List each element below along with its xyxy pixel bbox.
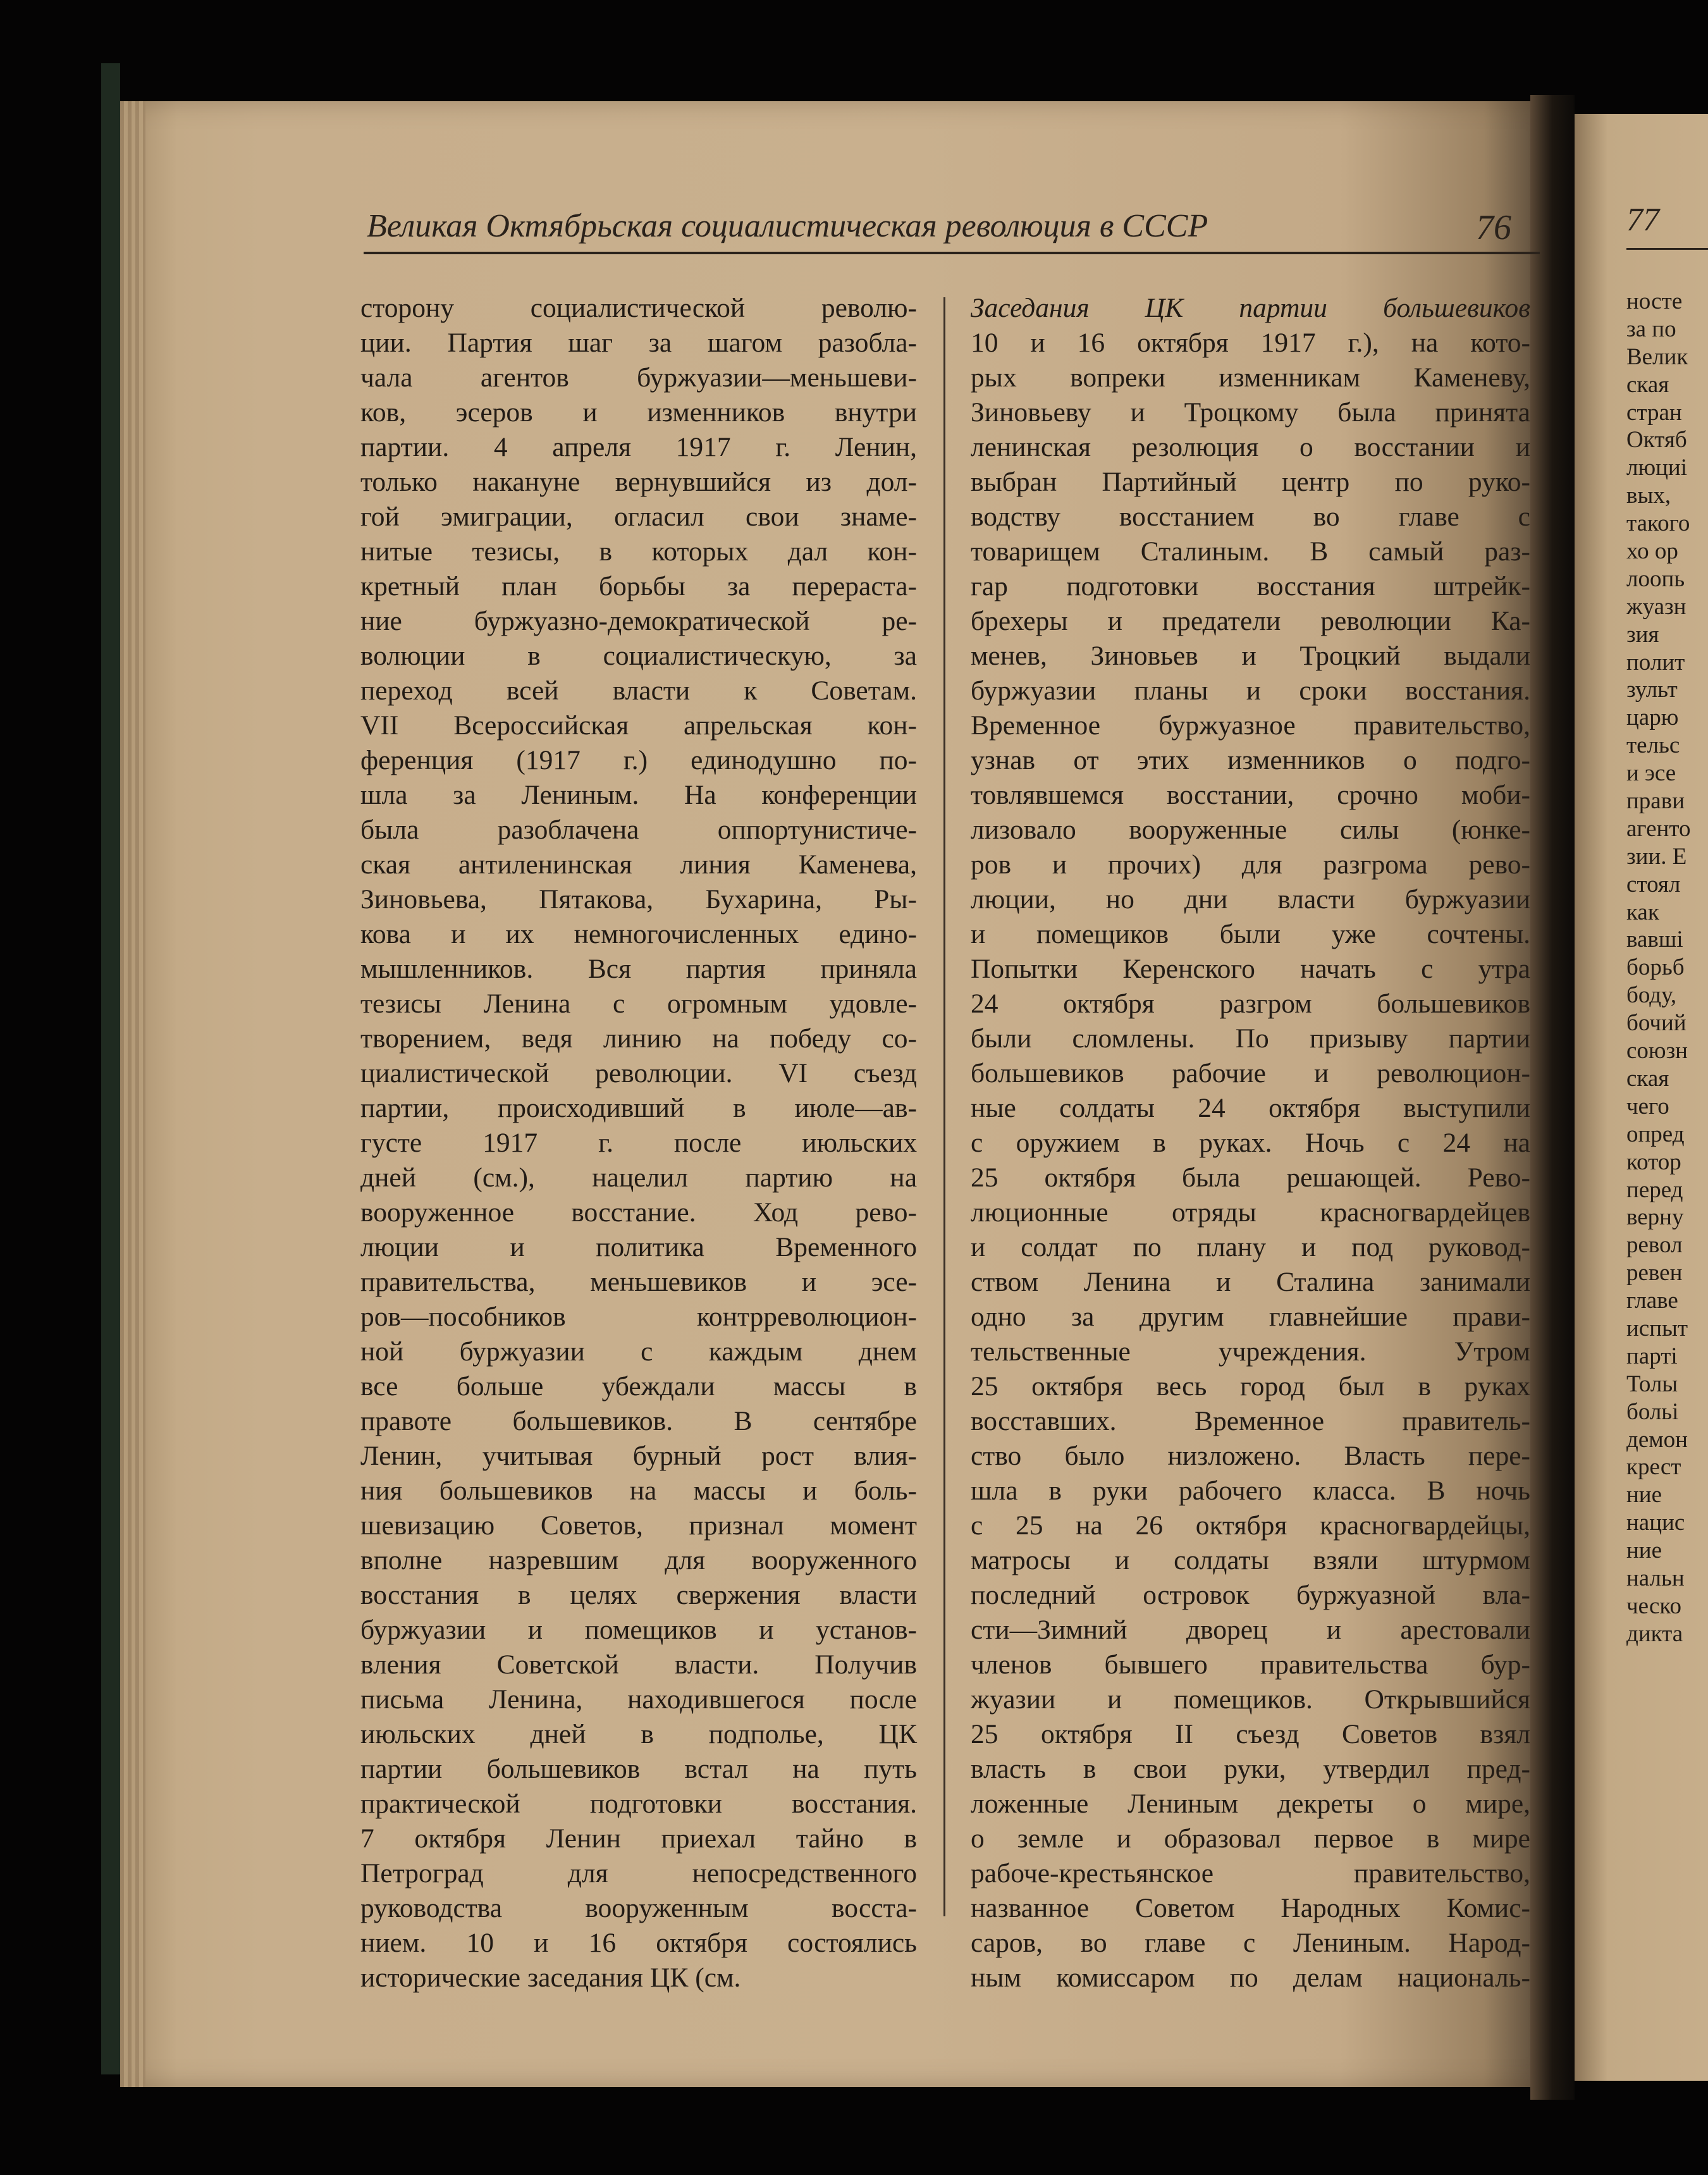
- right-page-number: 77: [1626, 202, 1659, 238]
- text-line: восставших. Временное правитель-: [971, 1406, 1530, 1436]
- text-line: товлявшемся восстании, срочно моби-: [971, 780, 1530, 810]
- text-line: исторические заседания ЦК (см.: [360, 1962, 741, 1993]
- page-number: 76: [1476, 208, 1511, 247]
- text-line: партии большевиков встал на путь: [360, 1754, 917, 1784]
- text-line: циалистической революции. VI съезд: [360, 1058, 917, 1088]
- column-divider: [943, 297, 945, 1916]
- text-line: тельственные учреждения. Утром: [971, 1336, 1530, 1367]
- text-line: ной буржуазии с каждым днем: [360, 1336, 917, 1367]
- text-line: Толы: [1626, 1371, 1678, 1397]
- text-line: правительства, меньшевиков и эсе-: [360, 1267, 917, 1297]
- text-line: ния большевиков на массы и боль-: [360, 1476, 917, 1506]
- text-line: узнав от этих изменников о подго-: [971, 745, 1530, 775]
- text-line: ская: [1626, 371, 1669, 398]
- text-line: водству восстанием во главе с: [971, 502, 1530, 532]
- text-line: 25 октября была решающей. Рево-: [971, 1162, 1530, 1193]
- text-line: лизовало вооруженные силы (юнке-: [971, 815, 1530, 845]
- text-line: густе 1917 г. после июльских: [360, 1128, 917, 1158]
- text-line: такого: [1626, 510, 1690, 537]
- text-line: последний островок буржуазной вла-: [971, 1580, 1530, 1610]
- text-line: выбран Партийный центр по руко-: [971, 467, 1530, 497]
- text-line: вления Советской власти. Получив: [360, 1649, 917, 1680]
- text-line: ние: [1626, 1537, 1662, 1564]
- text-line: письма Ленина, находившегося после: [360, 1684, 917, 1715]
- text-line: ным комиссаром по делам националь-: [971, 1962, 1530, 1993]
- book-cover-edge: [101, 63, 120, 2074]
- text-line: ство было низложено. Власть пере-: [971, 1441, 1530, 1471]
- text-line: Попытки Керенского начать с утра: [971, 954, 1530, 984]
- text-line: вых,: [1626, 483, 1671, 509]
- text-line: с 25 на 26 октября красногвардейцы,: [971, 1510, 1530, 1541]
- text-line: ние: [1626, 1482, 1662, 1508]
- text-line: вавші: [1626, 927, 1683, 953]
- text-line: люциі: [1626, 455, 1687, 481]
- text-line: творением, ведя линию на победу со-: [360, 1023, 917, 1054]
- text-line: Заседания ЦК партии большевиков: [971, 293, 1530, 323]
- text-line: тельс: [1626, 732, 1680, 759]
- text-line: крест: [1626, 1454, 1681, 1481]
- text-line: ленинская резолюция о восстании и: [971, 432, 1530, 462]
- text-line: верну: [1626, 1204, 1684, 1231]
- text-line: нальн: [1626, 1565, 1685, 1591]
- text-line: кова и их немногочисленных едино-: [360, 919, 917, 949]
- text-line: саров, во главе с Лениным. Народ-: [971, 1928, 1530, 1958]
- text-line: товарищем Сталиным. В самый раз-: [971, 536, 1530, 567]
- text-line: зульт: [1626, 677, 1678, 703]
- text-line: кретный план борьбы за перераста-: [360, 571, 917, 601]
- text-line: борьб: [1626, 954, 1685, 981]
- text-line: ревен: [1626, 1260, 1683, 1286]
- right-text-column: [971, 291, 1530, 1995]
- text-line: демон: [1626, 1426, 1688, 1453]
- text-line: июльских дней в подполье, ЦК: [360, 1719, 917, 1749]
- text-line: сти—Зимний дворец и арестовали: [971, 1615, 1530, 1645]
- text-line: и солдат по плану и под руковод-: [971, 1232, 1530, 1262]
- text-line: власть в свои руки, утвердил пред-: [971, 1754, 1530, 1784]
- text-line: стран: [1626, 399, 1682, 426]
- text-line: лоопь: [1626, 565, 1685, 592]
- text-line: 25 октября весь город был в руках: [971, 1371, 1530, 1402]
- text-line: больі: [1626, 1398, 1679, 1425]
- text-line: 10 и 16 октября 1917 г.), на кото-: [971, 328, 1530, 358]
- text-line: союзн: [1626, 1038, 1688, 1064]
- text-line: Временное буржуазное правительство,: [971, 710, 1530, 741]
- text-line: нием. 10 и 16 октября состоялись: [360, 1928, 917, 1958]
- text-line: перед: [1626, 1176, 1683, 1203]
- text-line: носте: [1626, 288, 1683, 314]
- text-line: шевизацию Советов, признал момент: [360, 1510, 917, 1541]
- text-line: ская: [1626, 1065, 1669, 1092]
- text-line: названное Советом Народных Комис-: [971, 1893, 1530, 1923]
- text-line: 25 октября II съезд Советов взял: [971, 1719, 1530, 1749]
- text-line: зии. Е: [1626, 843, 1687, 870]
- text-line: люции, но дни власти буржуазии: [971, 884, 1530, 915]
- text-line: парті: [1626, 1343, 1678, 1369]
- text-line: хо ор: [1626, 538, 1678, 565]
- text-line: люции и политика Временного: [360, 1232, 917, 1262]
- text-line: руководства вооруженным восста-: [360, 1893, 917, 1923]
- text-line: жуазии и помещиков. Открывшийся: [971, 1684, 1530, 1715]
- text-line: 7 октября Ленин приехал тайно в: [360, 1823, 917, 1854]
- text-line: котор: [1626, 1149, 1681, 1175]
- text-line: партии. 4 апреля 1917 г. Ленин,: [360, 432, 917, 462]
- text-line: царю: [1626, 705, 1679, 731]
- text-line: за по: [1626, 316, 1676, 342]
- text-line: матросы и солдаты взяли штурмом: [971, 1545, 1530, 1575]
- text-line: и эсе: [1626, 760, 1676, 787]
- text-line: мышленников. Вся партия приняла: [360, 954, 917, 984]
- text-line: буржуазии планы и сроки восстания.: [971, 675, 1530, 706]
- running-title: Великая Октябрьская социалистическая революция в СССР: [367, 208, 1208, 244]
- text-line: люционные отряды красногвардейцев: [971, 1197, 1530, 1228]
- page-edges: [120, 101, 145, 2087]
- text-line: револ: [1626, 1232, 1683, 1259]
- text-line: дикта: [1626, 1620, 1683, 1647]
- text-line: сторону социалистической револю-: [360, 293, 917, 323]
- text-line: практической подготовки восстания.: [360, 1789, 917, 1819]
- text-line: одно за другим главнейшие прави-: [971, 1302, 1530, 1332]
- text-line: шла за Лениным. На конференции: [360, 780, 917, 810]
- text-line: 24 октября разгром большевиков: [971, 989, 1530, 1019]
- text-line: и помещиков были уже сочтены.: [971, 919, 1530, 949]
- text-line: были сломлены. По призыву партии: [971, 1023, 1530, 1054]
- right-page-text-fragment: [1626, 288, 1708, 1648]
- book-gutter: [1530, 95, 1575, 2100]
- text-line: Петроград для непосредственного: [360, 1858, 917, 1888]
- text-line: тезисы Ленина с огромным удовле-: [360, 989, 917, 1019]
- text-line: чала агентов буржуазии—меньшеви-: [360, 362, 917, 393]
- text-line: волюции в социалистическую, за: [360, 641, 917, 671]
- text-line: агенто: [1626, 815, 1691, 842]
- text-line: правоте большевиков. В сентябре: [360, 1406, 917, 1436]
- text-line: буржуазии и помещиков и установ-: [360, 1615, 917, 1645]
- text-line: Велик: [1626, 343, 1688, 370]
- text-line: бочий: [1626, 1010, 1686, 1037]
- text-line: вполне назревшим для вооруженного: [360, 1545, 917, 1575]
- text-line: Ленин, учитывая бурный рост влия-: [360, 1441, 917, 1471]
- text-line: нитые тезисы, в которых дал кон-: [360, 536, 917, 567]
- text-line: главе: [1626, 1288, 1678, 1314]
- text-line: о земле и образовал первое в мире: [971, 1823, 1530, 1854]
- text-line: зия: [1626, 621, 1659, 648]
- text-line: переход всей власти к Советам.: [360, 675, 917, 706]
- text-line: ференция (1917 г.) единодушно по-: [360, 745, 917, 775]
- text-line: VII Всероссийская апрельская кон-: [360, 710, 917, 741]
- text-line: ные солдаты 24 октября выступили: [971, 1093, 1530, 1123]
- text-line: ков, эсеров и изменников внутри: [360, 397, 917, 428]
- text-line: ская антиленинская линия Каменева,: [360, 849, 917, 880]
- text-line: ложенные Лениным декреты о мире,: [971, 1789, 1530, 1819]
- text-line: все больше убеждали массы в: [360, 1371, 917, 1402]
- text-line: ции. Партия шаг за шагом разобла-: [360, 328, 917, 358]
- left-text-column: [360, 291, 917, 1995]
- text-line: менев, Зиновьев и Троцкий выдали: [971, 641, 1530, 671]
- text-line: чего: [1626, 1093, 1669, 1119]
- text-line: Октяб: [1626, 427, 1687, 453]
- text-line: ством Ленина и Сталина занимали: [971, 1267, 1530, 1297]
- text-line: брехеры и предатели революции Ка-: [971, 606, 1530, 636]
- text-line: членов бывшего правительства бур-: [971, 1649, 1530, 1680]
- text-line: Зиновьеву и Троцкому была принята: [971, 397, 1530, 428]
- text-line: гой эмиграции, огласил свои знаме-: [360, 502, 917, 532]
- text-line: как: [1626, 899, 1659, 925]
- text-line: нацис: [1626, 1510, 1685, 1536]
- text-line: боду,: [1626, 982, 1677, 1009]
- text-line: большевиков рабочие и революцион-: [971, 1058, 1530, 1088]
- text-line: вооруженное восстание. Ход рево-: [360, 1197, 917, 1228]
- text-line: ров и прочих) для разгрома рево-: [971, 849, 1530, 880]
- text-line: гар подготовки восстания штрейк-: [971, 571, 1530, 601]
- text-line: жуазн: [1626, 593, 1686, 620]
- text-line: только накануне вернувшийся из дол-: [360, 467, 917, 497]
- text-line: восстания в целях свержения власти: [360, 1580, 917, 1610]
- text-line: ров—пособников контрреволюцион-: [360, 1302, 917, 1332]
- text-line: рых вопреки изменникам Каменеву,: [971, 362, 1530, 393]
- header-rule: [364, 252, 1540, 254]
- right-header-rule: [1626, 248, 1708, 250]
- text-line: ние буржуазно-демократической ре-: [360, 606, 917, 636]
- text-line: полит: [1626, 649, 1685, 675]
- text-line: с оружием в руках. Ночь с 24 на: [971, 1128, 1530, 1158]
- text-line: ческо: [1626, 1593, 1681, 1619]
- text-line: партии, происходивший в июле—ав-: [360, 1093, 917, 1123]
- text-line: прави: [1626, 788, 1685, 815]
- text-line: стоял: [1626, 871, 1681, 897]
- text-line: Зиновьева, Пятакова, Бухарина, Ры-: [360, 884, 917, 915]
- text-line: испыт: [1626, 1315, 1688, 1341]
- text-line: шла в руки рабочего класса. В ночь: [971, 1476, 1530, 1506]
- running-head: [367, 202, 1530, 253]
- text-line: рабоче-крестьянское правительство,: [971, 1858, 1530, 1888]
- text-line: опред: [1626, 1121, 1685, 1147]
- text-line: дней (см.), нацелил партию на: [360, 1162, 917, 1193]
- text-line: была разоблачена оппортунистиче-: [360, 815, 917, 845]
